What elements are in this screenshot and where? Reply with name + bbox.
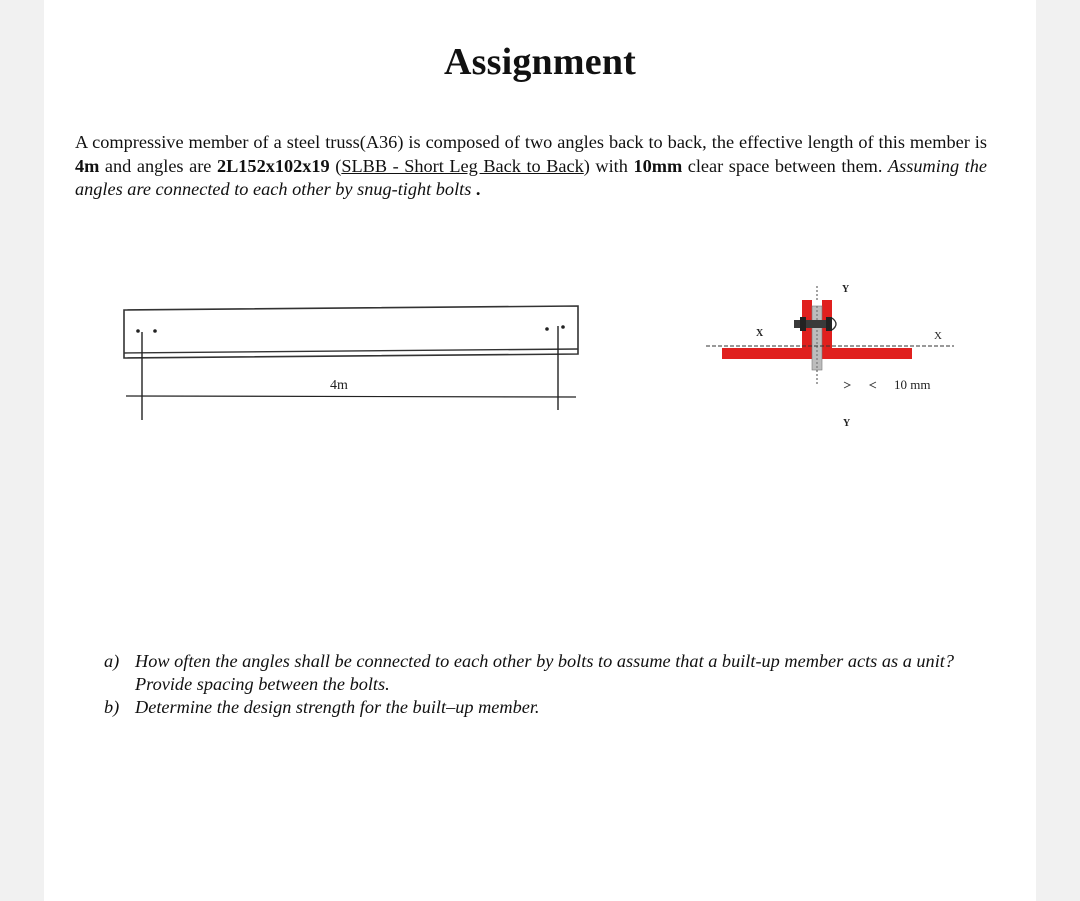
bolt-assumption: Assuming the angles are connected to each other by snug-tight bolts	[75, 155, 987, 199]
page-title: Assignment	[443, 41, 637, 83]
dimension-line	[126, 396, 576, 397]
clear-gap: 10mm	[633, 155, 683, 176]
question-label: b)	[104, 697, 120, 717]
y-axis-label-bottom: Y	[843, 418, 851, 429]
left-bolt-dot	[136, 329, 140, 333]
effective-length: 4m	[75, 155, 100, 176]
beam-length-label: 4m	[330, 378, 348, 393]
left-bolt-dot	[153, 329, 157, 333]
y-axis-label-top: Y	[842, 284, 850, 295]
statement-text-1: A compressive member of a steel truss(A36) is composed of two angles back to back, the effective length of this member is	[75, 132, 987, 152]
statement-text-4: ) with	[583, 155, 634, 176]
x-axis-label-right: X	[934, 330, 942, 342]
bolt-nut	[826, 317, 832, 331]
statement-text-2: and angles are	[99, 155, 217, 176]
problem-statement	[75, 131, 987, 202]
questions-list	[104, 650, 1004, 719]
right-bolt-dot	[545, 327, 549, 331]
statement-text-6: .	[471, 179, 481, 199]
gap-dimension-label: 10 mm	[894, 377, 931, 392]
section-figure	[704, 278, 964, 438]
statement-text-3: (	[329, 155, 342, 176]
question-text: Determine the design strength for the built–up member.	[135, 697, 540, 717]
document-page	[44, 0, 1036, 901]
right-angle-horizontal-leg	[822, 348, 912, 359]
question-text: How often the angles shall be connected to each other by bolts to assume that a built-up member acts as a unit? Provide spacing between the bolts.	[135, 651, 954, 694]
right-bolt-dot	[561, 325, 565, 329]
gap-arrow-right	[870, 382, 876, 388]
question-b	[104, 696, 1004, 719]
bolt-end	[832, 318, 836, 330]
statement-text-5: clear space between them.	[682, 155, 889, 176]
bolt-head	[794, 320, 830, 328]
angle-section: 2L152x102x19	[216, 155, 330, 176]
slbb-definition: SLBB - Short Leg Back to Back	[341, 155, 584, 176]
question-a	[104, 650, 1004, 696]
bolt-nut	[800, 317, 806, 331]
question-label: a)	[104, 651, 120, 671]
x-axis-label-left: X	[756, 328, 764, 339]
left-angle-horizontal-leg	[722, 348, 812, 359]
gap-arrow-left	[844, 382, 850, 388]
beam-elevation-figure	[120, 296, 590, 436]
